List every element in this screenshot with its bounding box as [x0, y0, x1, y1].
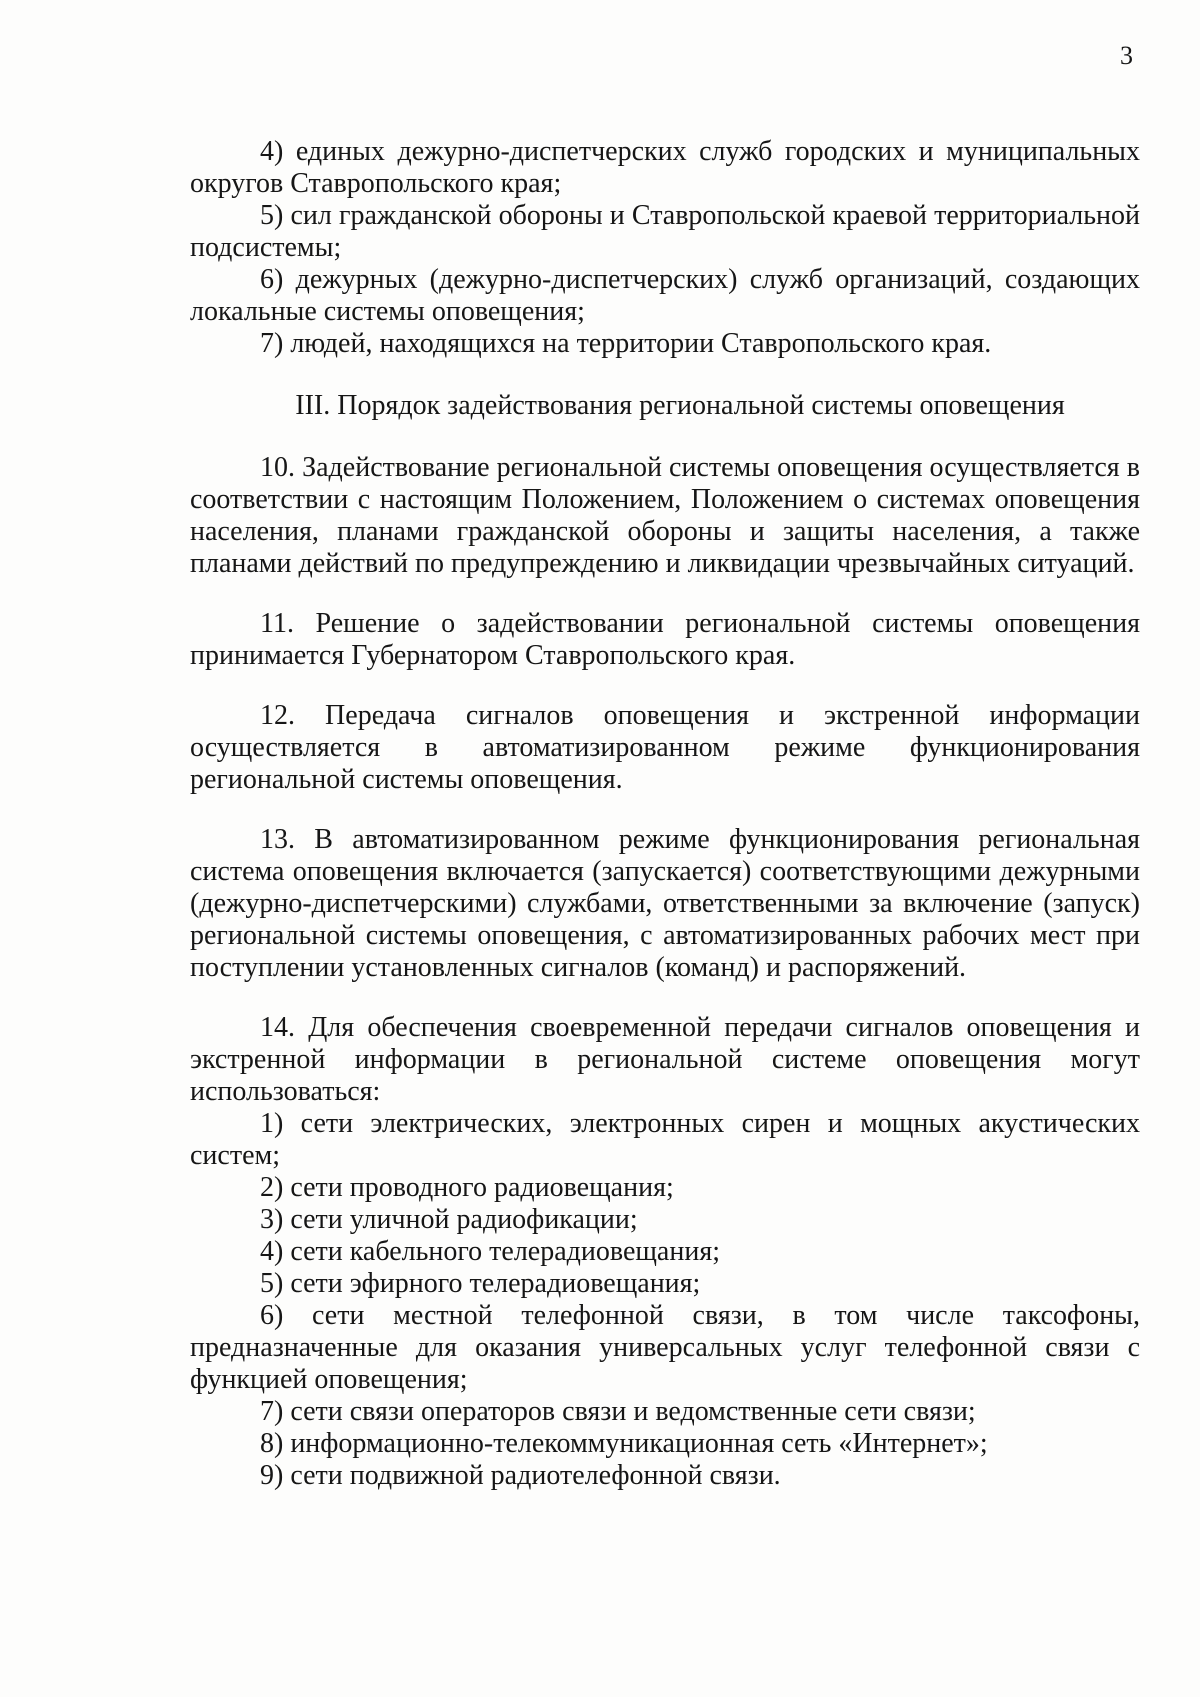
network-item: 9) сети подвижной радиотелефонной связи.: [260, 1460, 781, 1491]
network-item: 4) сети кабельного телерадиовещания;: [260, 1236, 720, 1267]
paragraph-14: 14. Для обеспечения своевременной передачи сигналов оповещения и экстренной информации в региональной системе оповещения могут использоваться:: [190, 1012, 1140, 1107]
network-item: 3) сети уличной радиофикации;: [260, 1204, 638, 1235]
network-item: 8) информационно-телекоммуникационная сеть «Интернет»;: [260, 1428, 988, 1459]
paragraph-11: 11. Решение о задействовании региональной системы оповещения принимается Губернатором Ставропольского края.: [190, 608, 1140, 671]
network-item: 7) сети связи операторов связи и ведомственные сети связи;: [260, 1396, 976, 1427]
network-item: 6) сети местной телефонной связи, в том числе таксофоны, предназначенные для оказания универсальных услуг телефонной связи с функцией оповещения;: [190, 1300, 1140, 1395]
page-number: 3: [1120, 41, 1133, 70]
paragraph-12: 12. Передача сигналов оповещения и экстренной информации осуществляется в автоматизированном режиме функционирования региональной системы оповещения.: [190, 700, 1140, 795]
section-heading: III. Порядок задействования региональной системы оповещения: [295, 390, 1065, 421]
document-body: [190, 136, 1140, 1492]
network-item: 2) сети проводного радиовещания;: [260, 1172, 674, 1203]
network-item: 1) сети электрических, электронных сирен и мощных акустических систем;: [190, 1108, 1140, 1171]
list-item: 5) сил гражданской обороны и Ставропольской краевой территориальной подсистемы;: [190, 200, 1140, 263]
list-item: 6) дежурных (дежурно-диспетчерских) служб организаций, создающих локальные системы оповещения;: [190, 264, 1140, 327]
list-item: 4) единых дежурно-диспетчерских служб городских и муниципальных округов Ставропольского края;: [190, 136, 1140, 199]
paragraph-13: 13. В автоматизированном режиме функционирования региональная система оповещения включается (запускается) соответствующими дежурными (дежурно-диспетчерскими) службами, ответственными за включение (запуск) региональной системы оповещения, с автоматизированных рабочих мест при поступлении установленных сигналов (команд) и распоряжений.: [190, 824, 1140, 983]
network-item: 5) сети эфирного телерадиовещания;: [260, 1268, 701, 1299]
list-item: 7) людей, находящихся на территории Ставропольского края.: [260, 328, 992, 359]
paragraph-10: 10. Задействование региональной системы оповещения осуществляется в соответствии с настоящим Положением, Положением о системах оповещения населения, планами гражданской обороны и защиты населения, а также планами действий по предупреждению и ликвидации чрезвычайных ситуаций.: [190, 452, 1140, 579]
